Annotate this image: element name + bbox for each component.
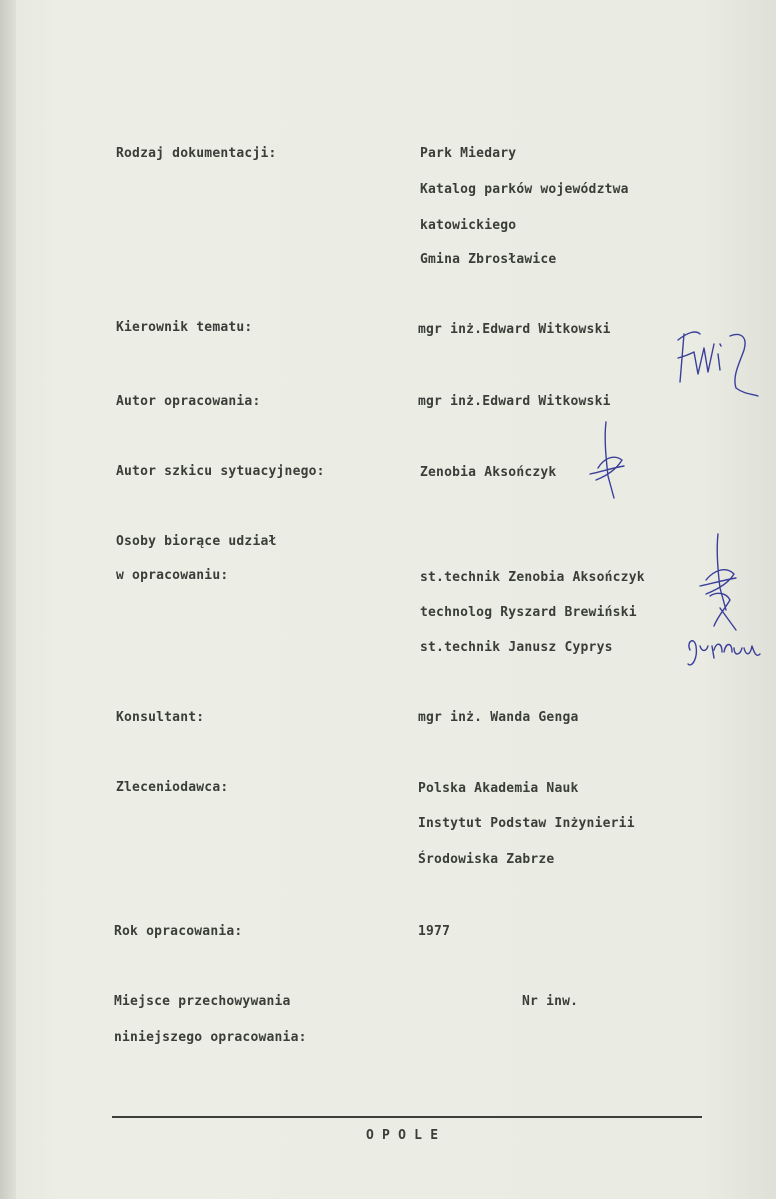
value-rodzaj-line-4: Gmina Zbrosławice — [420, 252, 557, 267]
label-miejsce-line-1: Miejsce przechowywania — [114, 994, 291, 1009]
value-zleceniodawca-line-3: Środowiska Zabrze — [418, 852, 555, 867]
nr-inw-label: Nr inw. — [522, 994, 579, 1009]
value-konsultant: mgr inż. Wanda Genga — [418, 710, 579, 725]
label-rok: Rok opracowania: — [114, 924, 243, 939]
footer-city: O P O L E — [366, 1128, 439, 1143]
label-miejsce-line-2: niniejszego opracowania: — [114, 1030, 307, 1045]
value-rok: 1977 — [418, 924, 451, 939]
footer-rule — [112, 1116, 702, 1118]
label-szkic: Autor szkicu sytuacyjnego: — [116, 464, 325, 479]
label-autor: Autor opracowania: — [116, 394, 261, 409]
label-osoby-line-1: Osoby biorące udział — [116, 534, 277, 549]
binding-edge — [0, 0, 16, 1199]
value-rodzaj-line-3: katowickiego — [420, 218, 517, 233]
signature-witkowski — [660, 322, 760, 408]
value-rodzaj-line-2: Katalog parków województwa — [420, 182, 629, 197]
value-osoby-line-3: st.technik Janusz Cyprys — [420, 640, 613, 655]
label-zleceniodawca: Zleceniodawca: — [116, 780, 229, 795]
label-konsultant: Konsultant: — [116, 710, 205, 725]
value-szkic: Zenobia Aksończyk — [420, 465, 557, 480]
value-kierownik: mgr inż.Edward Witkowski — [418, 322, 611, 337]
value-zleceniodawca-line-2: Instytut Podstaw Inżynierii — [418, 816, 635, 831]
value-osoby-line-2: technolog Ryszard Brewiński — [420, 605, 637, 620]
signature-aksonczyk-1 — [588, 418, 632, 504]
signature-cyprys — [682, 628, 764, 672]
value-osoby-line-1: st.technik Zenobia Aksończyk — [420, 570, 645, 585]
signature-aksonczyk-2 — [696, 530, 746, 640]
label-kierownik: Kierownik tematu: — [116, 320, 253, 335]
label-osoby-line-2: w opracowaniu: — [116, 568, 229, 583]
value-autor: mgr inż.Edward Witkowski — [418, 394, 611, 409]
value-zleceniodawca-line-1: Polska Akademia Nauk — [418, 781, 579, 796]
label-rodzaj: Rodzaj dokumentacji: — [116, 146, 277, 161]
value-rodzaj-line-1: Park Miedary — [420, 146, 517, 161]
